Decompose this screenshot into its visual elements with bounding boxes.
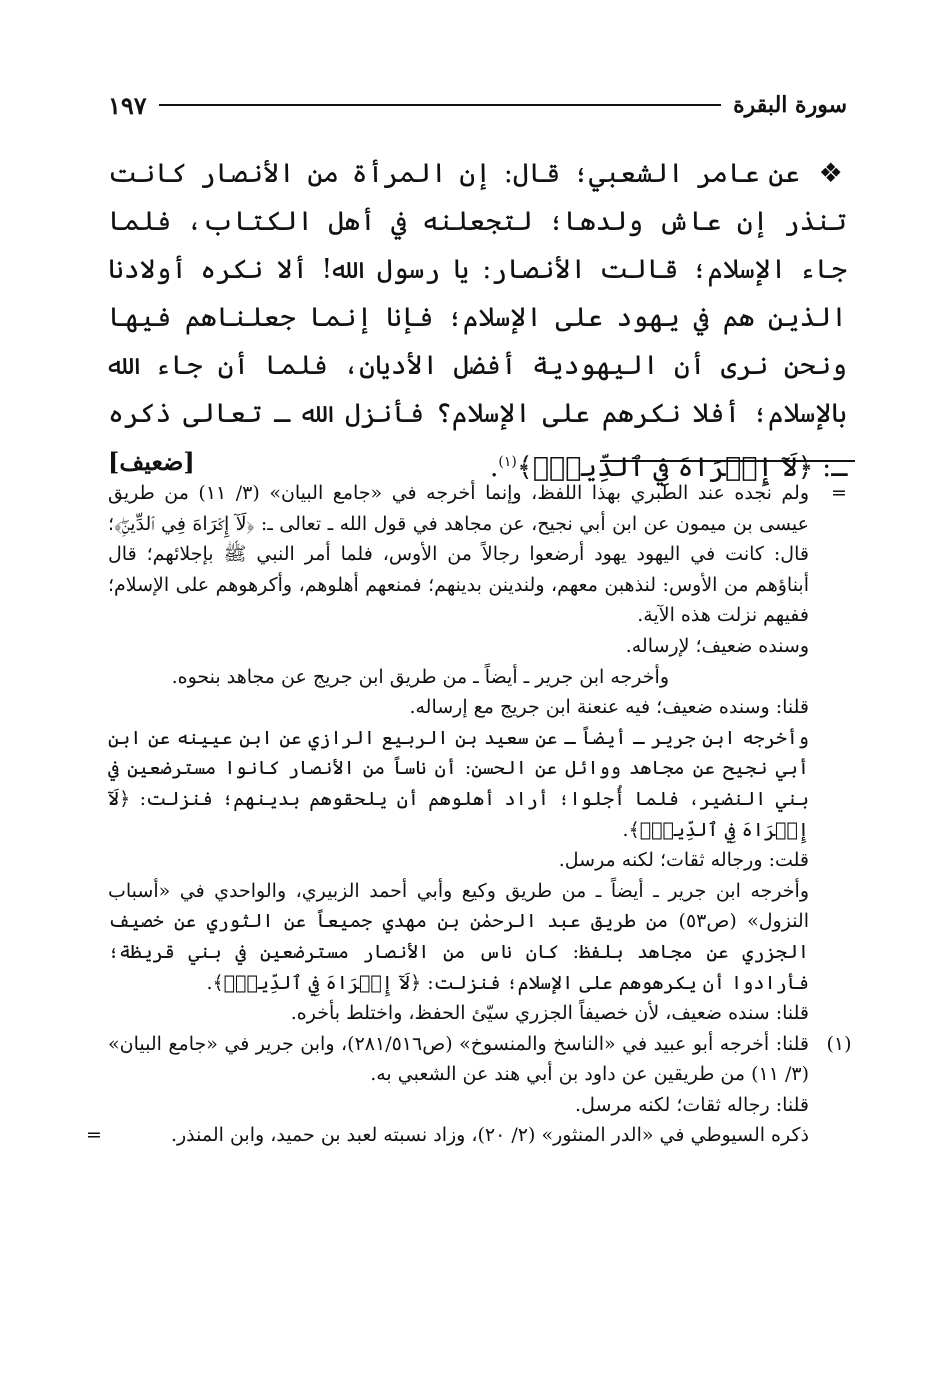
footnotes: [86, 478, 857, 1151]
continues-next-page-marker: =: [86, 1124, 102, 1147]
footnote-separator: [600, 460, 855, 462]
page-number: ١٩٧: [108, 90, 147, 120]
footnote-1: [86, 1029, 857, 1151]
footnote-paragraph: قلنا: أخرجه أبو عبيد في «الناسخ والمنسوخ» (ص٢٨١/٥١٦)، وابن جرير في «جامع البيان» (٣/ ١١) من طريقين عن داود بن أبي هند عن الشعبي به.: [108, 1032, 809, 1086]
footnote-paragraph: وأخرجه ابن جرير ـ أيضاً ـ عن سعيد بن الربيع الرازي عن ابن عيينه عن ابن أبي نجيح عن مجاهد ووائل عن الحسن: أن ناساً من الأنصار كانوا مسترضعين في بني النضير، فلما أُجلوا؛ أراد أهلوهم أن يلحقوهم بدينهم؛ فنزلت: ﴿لَآ إِكۡرَاهَ فِي ٱلدِّينِۖ﴾.: [108, 726, 809, 841]
main-text: [108, 150, 847, 492]
footnote-ref: (١): [498, 454, 517, 470]
footnote-paragraph: قلنا: سنده ضعيف، لأن خصيفاً الجزري سيّئ الحفظ، واختلط بأخره.: [290, 1002, 809, 1025]
footnote-paragraph: ولم نجده عند الطبري بهذا اللفظ، وإنما أخرجه في «جامع البيان» (٣/ ١١) من طريق عيسى بن ميمون عن ابن أبي نجيح، عن مجاهد في قول الله ـ تعالى ـ: ﴿لَآ إِكۡرَاهَ فِي ٱلدِّينِۖ﴾؛ قال: كانت في اليهود يهود أرضعوا رجالاً من الأوس، فلما أمر النبي ﷺ بإجلائهم؛ قال أبناؤهم من الأوس: لنذهبن معهم، ولندينن بدينهم؛ فمنعهم أهلوهم، وأكرهوهم على الإسلام؛ ففيهم نزلت هذه الآية.: [108, 482, 809, 627]
diamond-icon: ❖: [818, 158, 847, 189]
footnote-paragraph: وأخرجه ابن جرير ـ أيضاً ـ من طريق ابن جريج عن مجاهد بنحوه.: [171, 665, 669, 688]
footnote-marker: (١): [826, 1032, 852, 1055]
footnote-paragraph: وسنده ضعيف؛ لإرساله.: [625, 634, 809, 657]
footnote-paragraph: وأخرجه ابن جرير ـ أيضاً ـ من طريق وكيع وأبي أحمد الزبيري، والواحدي في «أسباب النزول» (ص٥٣) من طريق عبد الرحمٰن بن مهدي جميعاً عن الثوري عن خصيف الجزري عن مجاهد بلفظ: كان ناس من الأنصار مسترضعين في بني قريظة؛ فأرادوا أن يكرهوهم على الإسلام؛ فنزلت: ﴿لَآ إِكۡرَاهَ فِي ٱلدِّينِۖ﴾.: [108, 879, 810, 994]
page-header: [108, 88, 847, 122]
footnote-paragraph: ذكره السيوطي في «الدر المنثور» (٢/ ٢٠)، وزاد نسبته لعبد بن حميد، وابن المنذر.: [170, 1124, 809, 1147]
grade-label: [ضعيف]: [108, 447, 195, 476]
footnote-paragraph: قلنا: رجاله ثقات؛ لكنه مرسل.: [575, 1093, 809, 1116]
quran-verse: ﴿لَآ إِكۡرَاهَ فِي ٱلدِّينِۖ﴾: [516, 452, 814, 483]
footnote-paragraph: قلت: ورجاله ثقات؛ لكنه مرسل.: [558, 849, 809, 872]
narration-text: عن عامر الشعبي؛ قال: إن المرأة من الأنصار كانت تنذر إن عاش ولدها؛ لتجعلنه في أهل الكتاب، فلما جاء الإسلام؛ قالت الأنصار: يا رسول الله! ألا نكره أولادنا الذين هم في يهود على الإسلام؛ فإنا إنما جعلناهم فيها ونحن نرى أن اليهودية أفضل الأديان، فلما أن جاء الله بالإسلام؛ أفلا نكرهم على الإسلام؟ فأنزل الله ـ تعالى ذكره ـ:: [108, 158, 847, 483]
header-rule: [159, 104, 721, 106]
footnote-continued: [108, 478, 857, 1029]
continuation-marker: =: [831, 482, 847, 504]
sentence-end: .: [489, 452, 499, 483]
footnote-paragraph: قلنا: وسنده ضعيف؛ فيه عنعنة ابن جريج مع إرساله.: [409, 696, 809, 719]
surah-title: سورة البقرة: [733, 92, 847, 118]
